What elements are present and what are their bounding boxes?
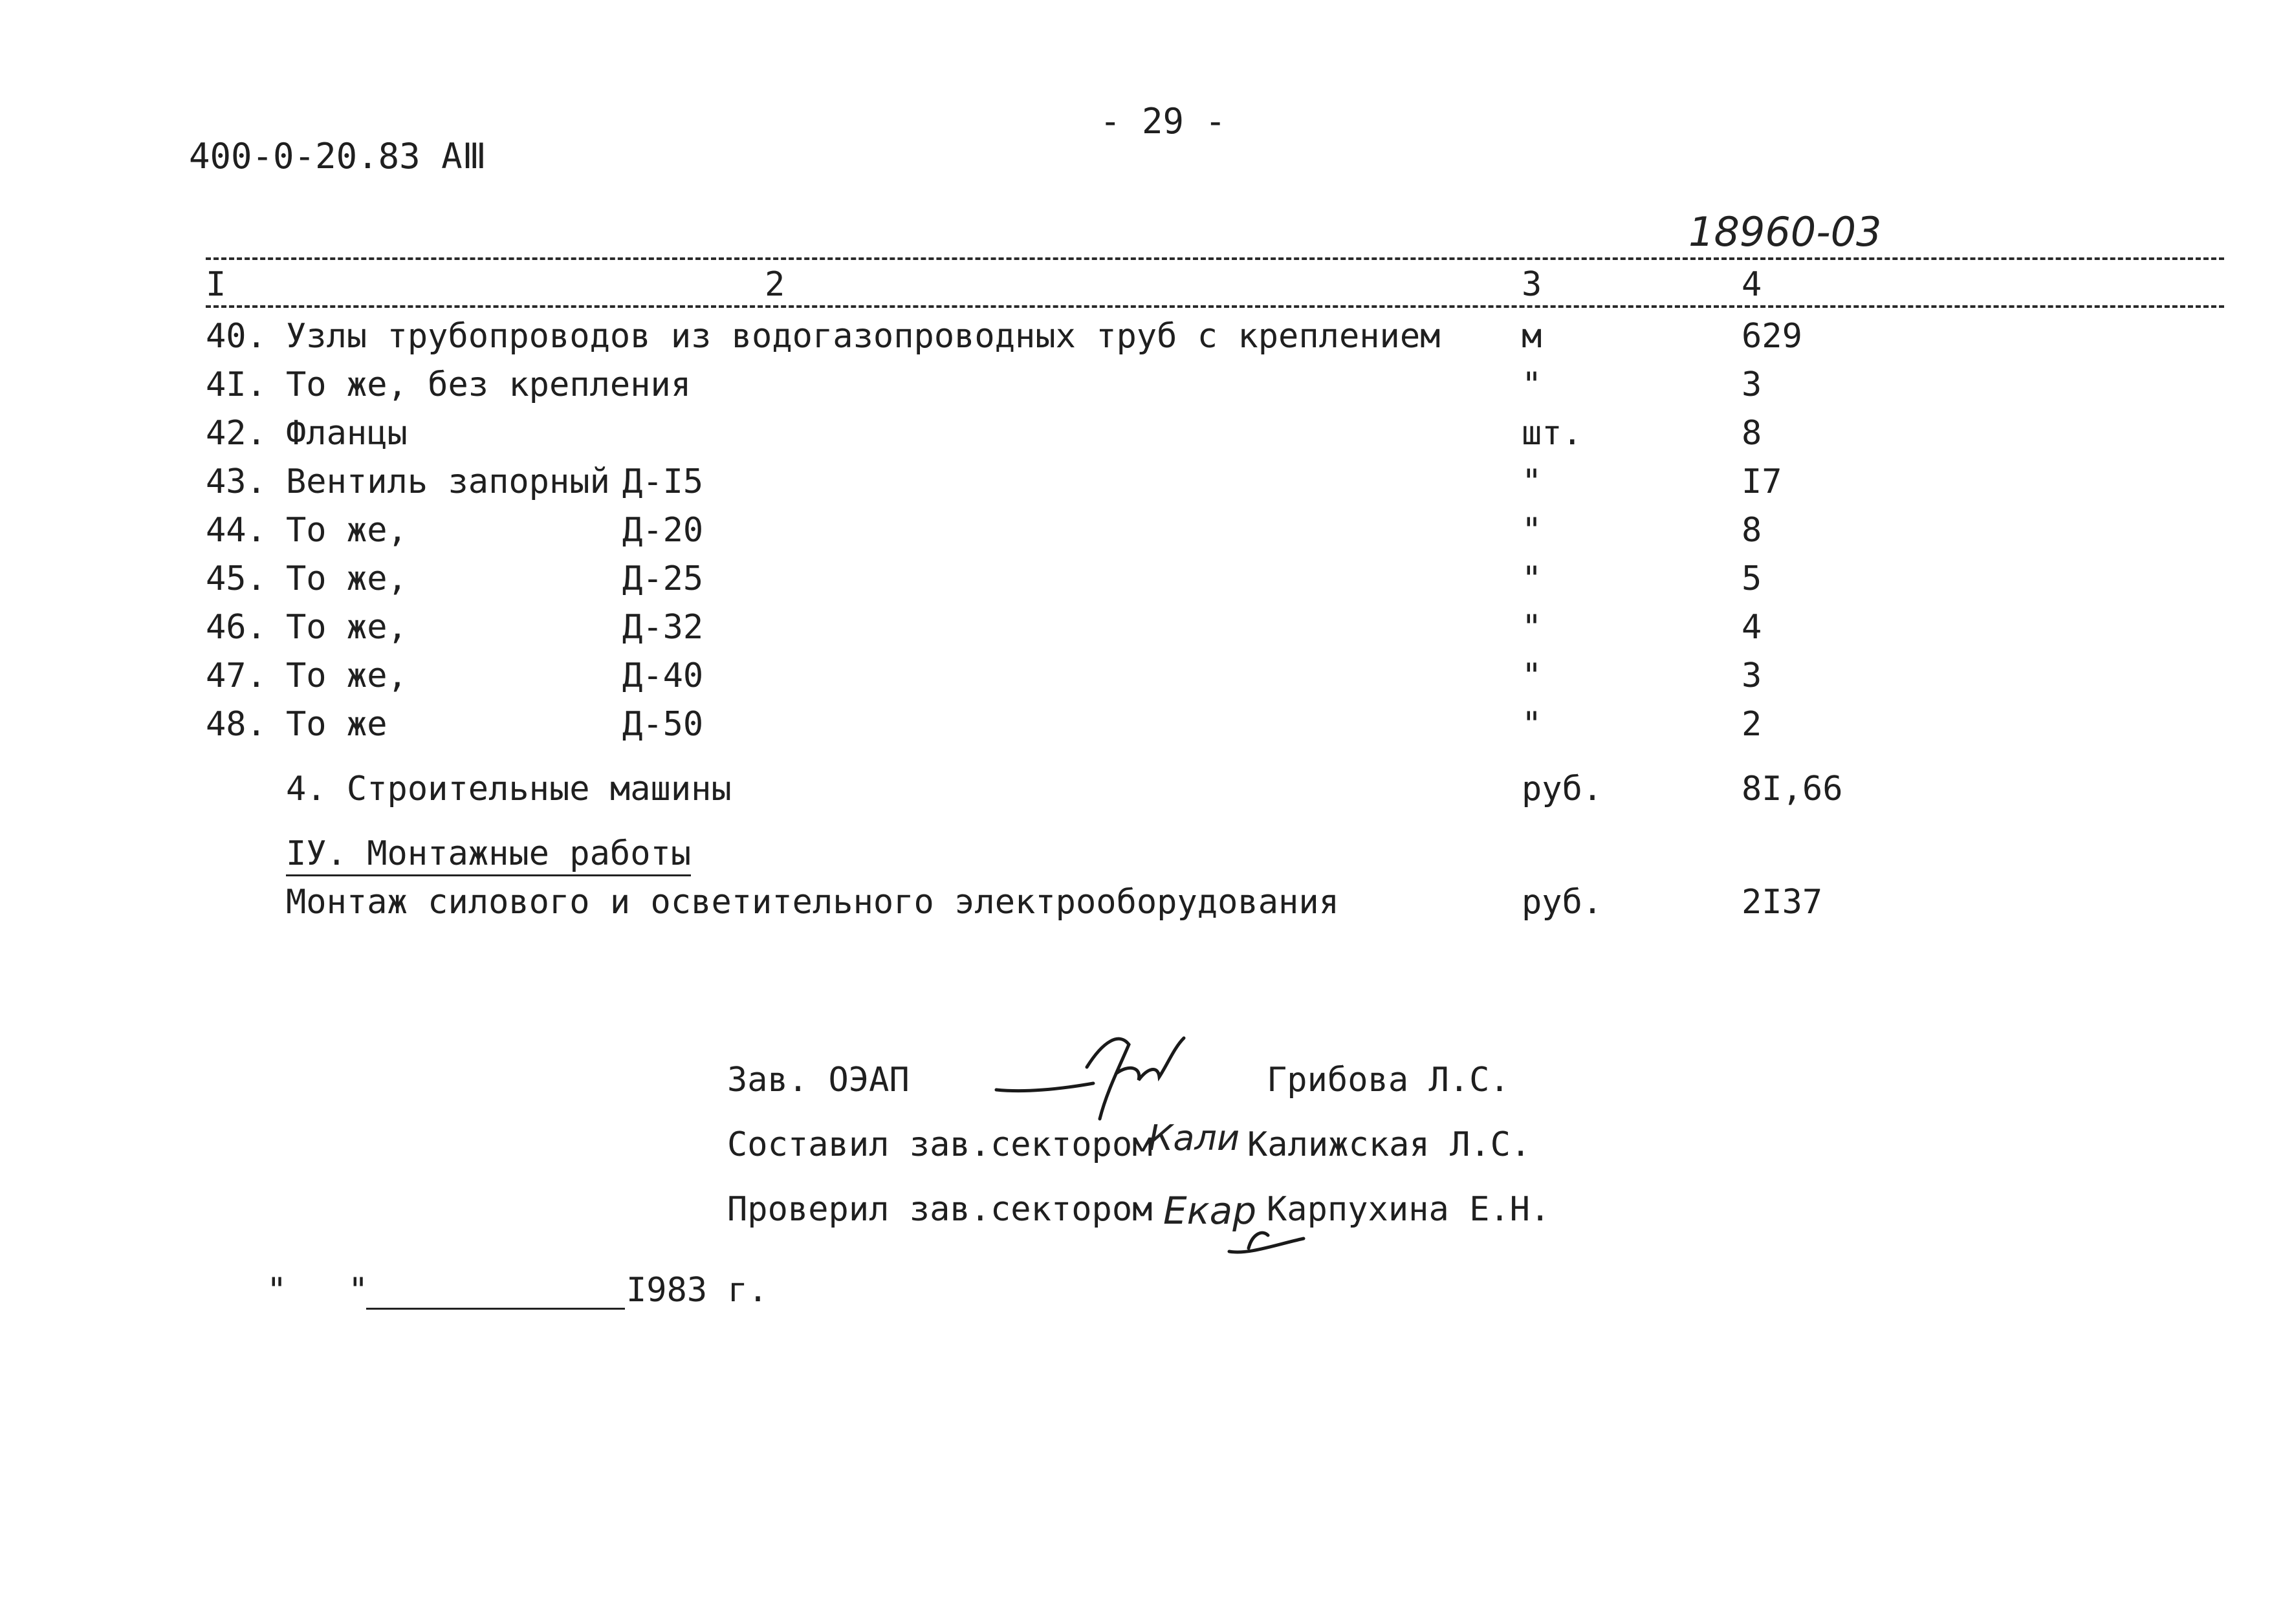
row-unit: " <box>1522 511 1542 550</box>
row-size: Д-32 <box>622 608 704 647</box>
signature-name: Грибова Л.С. <box>1267 1061 1510 1099</box>
row-size: Д-40 <box>622 656 704 695</box>
row-name: То же <box>286 705 388 744</box>
row-number: 46. <box>206 608 267 647</box>
table-top-rule <box>206 257 2224 260</box>
row-quantity: 3 <box>1742 656 1762 695</box>
row-name: То же, <box>286 656 408 695</box>
row-number: 48. <box>206 705 267 744</box>
row-unit: " <box>1522 608 1542 647</box>
table-header-rule <box>206 305 2224 308</box>
row-quantity: 4 <box>1742 608 1762 647</box>
row-unit: " <box>1522 559 1542 598</box>
archive-number: 18960-03 <box>1688 208 1882 255</box>
row-size: Д-I5 <box>622 462 704 501</box>
section-row-name: Монтаж силового и осветительного электрооборудования <box>286 883 1339 922</box>
row-quantity: 3 <box>1742 365 1762 404</box>
row-number: 43. <box>206 462 267 501</box>
row-number: 47. <box>206 656 267 695</box>
row-quantity: 629 <box>1742 317 1802 356</box>
row-unit: " <box>1522 656 1542 695</box>
row-size: Д-50 <box>622 705 704 744</box>
row-name: То же, <box>286 511 408 550</box>
date-quote-close: " <box>348 1271 369 1310</box>
row-unit: м <box>1522 317 1542 356</box>
machines-quantity: 8I,66 <box>1742 770 1843 808</box>
column-header-1: I <box>206 265 226 304</box>
document-code: 400-0-20.83 АⅢ <box>189 136 486 177</box>
row-size: Д-20 <box>622 511 704 550</box>
signature-name: Калижская Л.С. <box>1247 1125 1531 1164</box>
signature-scribble-icon <box>990 1028 1210 1125</box>
row-unit: шт. <box>1522 414 1582 453</box>
row-number: 42. <box>206 414 267 453</box>
page-number: - 29 - <box>1100 101 1227 142</box>
row-quantity: I7 <box>1742 462 1782 501</box>
machines-name: 4. Строительные машины <box>286 770 732 808</box>
row-name: Фланцы <box>286 414 408 453</box>
row-name: Вентиль запорный <box>286 462 610 501</box>
signature-handwritten: Кали <box>1148 1118 1240 1158</box>
row-quantity: 2 <box>1742 705 1762 744</box>
row-unit: " <box>1522 705 1542 744</box>
row-number: 40. <box>206 317 267 356</box>
column-header-3: 3 <box>1522 265 1542 304</box>
date-year: I983 г. <box>626 1271 769 1310</box>
column-header-2: 2 <box>765 265 785 304</box>
signature-role: Зав. ОЭАП <box>727 1061 910 1099</box>
row-unit: " <box>1522 365 1542 404</box>
row-quantity: 5 <box>1742 559 1762 598</box>
row-name: Узлы трубопроводов из водогазопроводных труб с креплением <box>286 317 1441 356</box>
row-number: 4I. <box>206 365 267 404</box>
signature-name: Карпухина Е.Н. <box>1267 1190 1551 1229</box>
row-number: 45. <box>206 559 267 598</box>
row-number: 44. <box>206 511 267 550</box>
row-quantity: 8 <box>1742 414 1762 453</box>
row-name: То же, <box>286 559 408 598</box>
section-title: ІУ. Монтажные работы <box>286 834 691 876</box>
row-unit: " <box>1522 462 1542 501</box>
row-size: Д-25 <box>622 559 704 598</box>
signature-role: Проверил зав.сектором <box>727 1190 1153 1229</box>
machines-unit: руб. <box>1522 770 1603 808</box>
row-name: То же, без крепления <box>286 365 692 404</box>
date-blank <box>366 1308 625 1310</box>
row-quantity: 8 <box>1742 511 1762 550</box>
date-quote-open: " <box>267 1271 287 1310</box>
row-name: То же, <box>286 608 408 647</box>
section-row-unit: руб. <box>1522 883 1603 922</box>
signature-role: Составил зав.сектором <box>727 1125 1153 1164</box>
section-row-quantity: 2I37 <box>1742 883 1823 922</box>
signature-handwritten: Екар <box>1163 1189 1257 1233</box>
column-header-4: 4 <box>1742 265 1762 304</box>
